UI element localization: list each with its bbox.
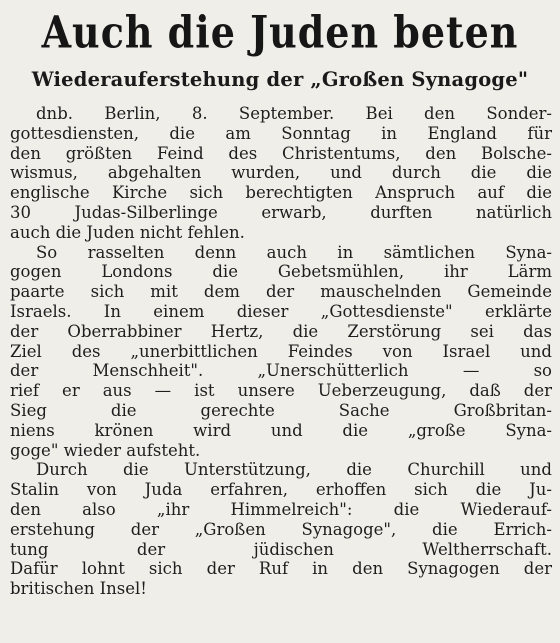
article-line: paarte sich mit dem der mauschelnden Gemeinde: [10, 282, 552, 302]
article-line: britischen Insel!: [10, 579, 147, 599]
article-line: auch die Juden nicht fehlen.: [10, 222, 245, 242]
article-line: 30 Judas-Silberlinge erwarb, durften natürlich: [10, 202, 552, 222]
article-line: So rasselten denn auch in sämtlichen Syna-: [36, 242, 552, 262]
article-line: den größten Feind des Christentums, den Bolsche-: [10, 143, 552, 163]
article-line: englische Kirche sich berechtigten Anspruch auf die: [10, 183, 552, 203]
article-line: rief er aus — ist unsere Ueberzeugung, daß der: [10, 381, 552, 401]
article-line: erstehung der „Großen Synagoge", die Errich-: [10, 519, 552, 539]
article-line: Ziel des „unerbittlichen Feindes von Israel und: [10, 341, 552, 361]
article-line: Durch die Unterstützung, die Churchill und: [36, 460, 552, 480]
article-line: den also „ihr Himmelreich": die Wiederauf-: [10, 499, 552, 519]
headline: Auch die Juden beten: [41, 6, 519, 58]
subheadline: Wiederauferstehung der „Großen Synagoge": [31, 68, 529, 91]
article-line: wismus, abgehalten wurden, und durch die die: [10, 163, 552, 183]
article-line: dnb. Berlin, 8. September. Bei den Sonder-: [36, 104, 552, 123]
article-line: tung der jüdischen Weltherrschaft.: [10, 539, 552, 559]
article-line: Stalin von Juda erfahren, erhoffen sich die Ju-: [10, 480, 552, 500]
article-body: [10, 104, 552, 599]
article-line: Israels. In einem dieser „Gottesdienste" erklärte: [10, 301, 552, 321]
article-line: gogen Londons die Gebetsmühlen, ihr Lärm: [10, 262, 552, 282]
article-line: der Oberrabbiner Hertz, die Zerstörung sei das: [10, 321, 552, 341]
article-line: Dafür lohnt sich der Ruf in den Synagogen der: [10, 559, 552, 579]
article-line: niens krönen wird und die „große Syna-: [10, 420, 552, 440]
article-line: der Menschheit". „Unerschütterlich — so: [10, 361, 552, 381]
article-line: gottesdiensten, die am Sonntag in England für: [10, 123, 552, 143]
article-line: goge" wieder aufsteht.: [10, 440, 201, 460]
article-line: Sieg die gerechte Sache Großbritan-: [10, 400, 552, 420]
